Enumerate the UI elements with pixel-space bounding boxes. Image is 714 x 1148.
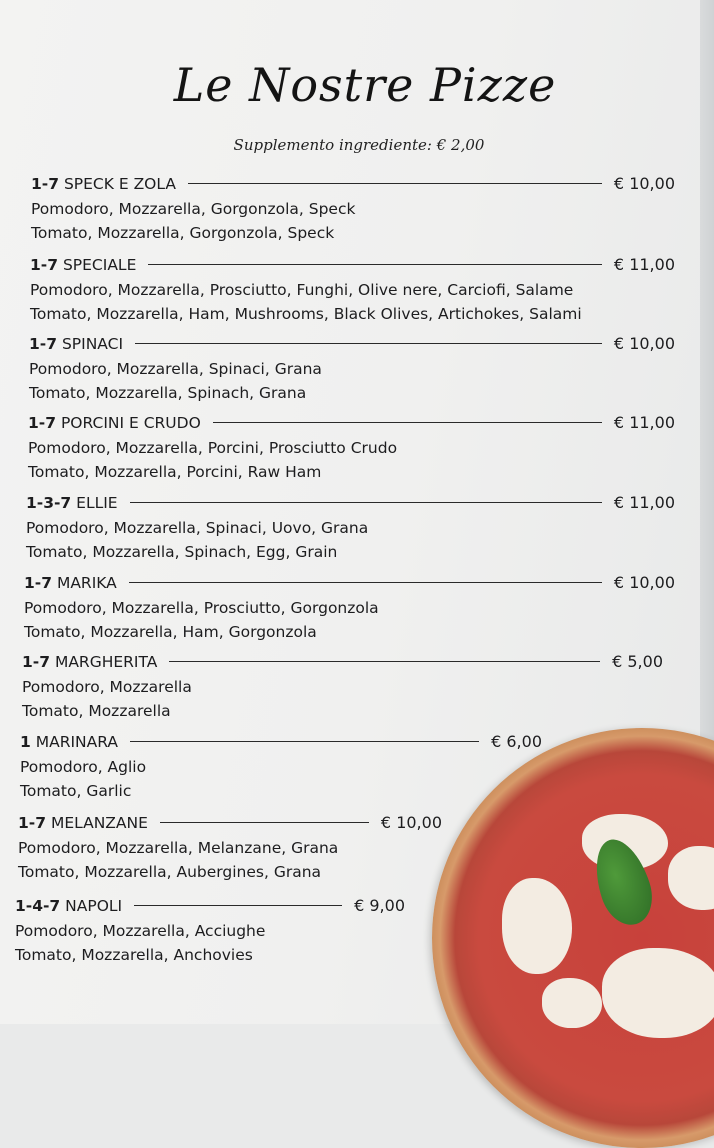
- item-price: € 11,00: [613, 493, 675, 512]
- item-price: € 11,00: [613, 255, 675, 274]
- item-description-en: Tomato, Mozzarella: [22, 702, 171, 720]
- item-name: 1-7 SPECK E ZOLA: [31, 175, 176, 193]
- item-name: 1-4-7 NAPOLI: [15, 897, 123, 915]
- dotted-leader: [130, 741, 479, 742]
- item-description-en: Tomato, Mozzarella, Aubergines, Grana: [18, 863, 322, 881]
- item-description-it: Pomodoro, Mozzarella, Prosciutto, Gorgonzola: [24, 599, 379, 617]
- dotted-leader: [135, 343, 602, 344]
- dotted-leader: [129, 582, 602, 583]
- item-description-it: Pomodoro, Mozzarella, Acciughe: [15, 922, 266, 940]
- item-description-it: Pomodoro, Mozzarella, Porcini, Prosciutto Crudo: [28, 439, 398, 457]
- menu-item-ellie: [26, 493, 675, 564]
- menu-item-speciale: [30, 255, 675, 326]
- item-price: € 10,00: [613, 573, 675, 592]
- dotted-leader: [213, 422, 602, 423]
- menu-item-marinara: [20, 732, 542, 803]
- item-name: 1-7 MARGHERITA: [22, 653, 158, 671]
- item-price: € 10,00: [613, 334, 675, 353]
- item-description-en: Tomato, Mozzarella, Ham, Mushrooms, Black Olives, Artichokes, Salami: [30, 305, 582, 323]
- menu-item-napoli: [15, 896, 405, 967]
- cheese-patch: [602, 948, 714, 1038]
- dotted-leader: [148, 264, 602, 265]
- dotted-leader: [134, 905, 342, 906]
- item-price: € 5,00: [612, 652, 663, 671]
- item-description-it: Pomodoro, Mozzarella, Prosciutto, Funghi, Olive nere, Carciofi, Salame: [30, 281, 574, 299]
- item-price: € 11,00: [613, 413, 675, 432]
- item-price: € 6,00: [491, 732, 542, 751]
- item-price: € 10,00: [380, 813, 442, 832]
- item-name: 1-7 MARIKA: [24, 574, 117, 592]
- item-name: 1-7 PORCINI E CRUDO: [28, 414, 201, 432]
- menu-item-porcini-e-crudo: [28, 413, 675, 484]
- item-price: € 9,00: [354, 896, 405, 915]
- cheese-patch: [502, 878, 572, 974]
- item-description-it: Pomodoro, Mozzarella: [22, 678, 192, 696]
- item-description-en: Tomato, Garlic: [20, 782, 132, 800]
- item-name: 1-7 MELANZANE: [18, 814, 148, 832]
- item-description-en: Tomato, Mozzarella, Ham, Gorgonzola: [24, 623, 317, 641]
- item-description-en: Tomato, Mozzarella, Anchovies: [15, 946, 253, 964]
- menu-subtitle: Supplemento ingrediente: € 2,00: [233, 136, 485, 154]
- item-description-it: Pomodoro, Mozzarella, Spinaci, Uovo, Grana: [26, 519, 369, 537]
- item-description-en: Tomato, Mozzarella, Porcini, Raw Ham: [28, 463, 322, 481]
- menu-item-marika: [24, 573, 675, 644]
- item-description-it: Pomodoro, Aglio: [20, 758, 147, 776]
- item-description-it: Pomodoro, Mozzarella, Melanzane, Grana: [18, 839, 339, 857]
- item-description-it: Pomodoro, Mozzarella, Gorgonzola, Speck: [31, 200, 356, 218]
- menu-item-speck-e-zola: [31, 174, 675, 245]
- menu-item-margherita: [22, 652, 663, 723]
- cheese-patch: [668, 846, 714, 910]
- cheese-patch: [542, 978, 602, 1028]
- dotted-leader: [169, 661, 600, 662]
- item-description-en: Tomato, Mozzarella, Spinach, Grana: [29, 384, 307, 402]
- item-name: 1-3-7 ELLIE: [26, 494, 118, 512]
- menu-item-spinaci: [29, 334, 675, 405]
- menu-item-melanzane: [18, 813, 442, 884]
- item-name: 1-7 SPINACI: [29, 335, 124, 353]
- item-description-en: Tomato, Mozzarella, Gorgonzola, Speck: [31, 224, 335, 242]
- item-description-en: Tomato, Mozzarella, Spinach, Egg, Grain: [26, 543, 338, 561]
- item-name: 1-7 SPECIALE: [30, 256, 137, 274]
- item-price: € 10,00: [613, 174, 675, 193]
- menu-title: Le Nostre Pizze: [173, 58, 557, 112]
- dotted-leader: [130, 502, 602, 503]
- item-description-it: Pomodoro, Mozzarella, Spinaci, Grana: [29, 360, 322, 378]
- dotted-leader: [160, 822, 369, 823]
- item-name: 1 MARINARA: [20, 733, 118, 751]
- dotted-leader: [188, 183, 602, 184]
